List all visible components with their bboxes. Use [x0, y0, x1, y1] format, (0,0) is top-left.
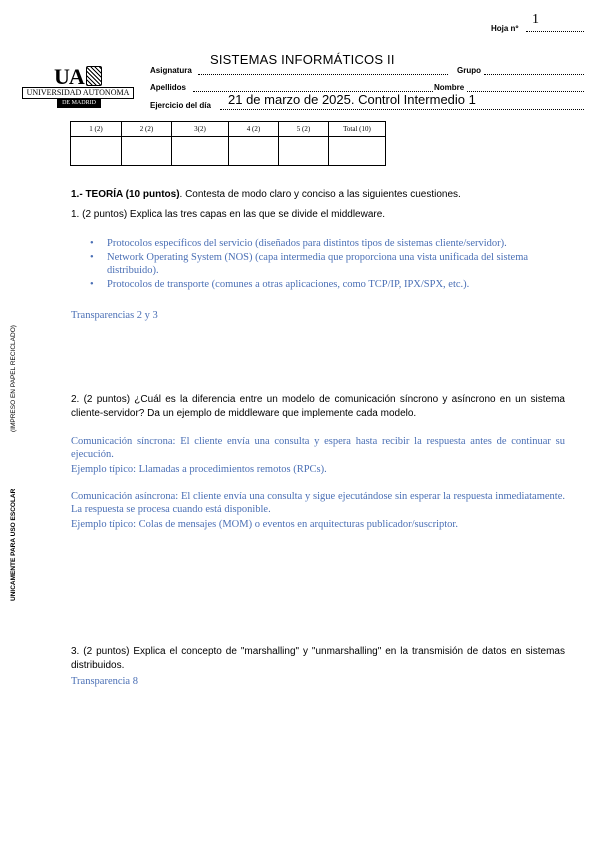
side-note-recycled: (IMPRESO EN PAPEL RECICLADO): [10, 325, 17, 432]
bullet-icon: •: [90, 279, 94, 290]
score-cell-4[interactable]: [229, 137, 279, 166]
sheet-number-line: [526, 31, 584, 32]
score-table-header-row: [71, 122, 386, 137]
nombre-label: Nombre: [434, 83, 465, 92]
answer-1-item: [90, 278, 540, 291]
side-note-school-use: UNICAMENTE PARA USO ESCOLAR: [10, 488, 17, 601]
sheet-number-label: Hoja nº: [491, 24, 519, 33]
bullet-icon: •: [90, 238, 94, 249]
score-header-5: 5 (2): [279, 122, 329, 137]
score-header-1: 1 (2): [71, 122, 122, 137]
subject-value: SISTEMAS INFORMÁTICOS II: [210, 52, 395, 67]
seal-icon: [86, 66, 102, 86]
answer-1-item: [90, 251, 540, 277]
score-header-2: 2 (2): [122, 122, 172, 137]
score-cell-3[interactable]: [172, 137, 229, 166]
score-header-4: 4 (2): [229, 122, 279, 137]
ejercicio-label: Ejercicio del día: [150, 101, 211, 110]
exam-date-value: 21 de marzo de 2025. Control Intermedio 1: [228, 92, 476, 107]
answer-2-sync: Comunicación síncrona: El cliente envía una consulta y espera hasta recibir la respuesta antes de continuar su ejecución.: [71, 436, 565, 460]
answer-1-item: [90, 237, 540, 250]
score-header-total: Total (10): [329, 122, 386, 137]
nombre-field[interactable]: [467, 91, 584, 92]
answer-2-async: Comunicación asíncrona: El cliente envía una consulta y sigue ejecutándose sin esperar la respuesta inmediatamente. La respuesta se procesa cuando está disponible.: [71, 491, 565, 515]
asignatura-label: Asignatura: [150, 66, 192, 75]
question-3: 3. (2 puntos) Explica el concepto de "marshalling" y "unmarshalling" en la transmisión de datos en sistemas distribuidos.: [71, 646, 565, 671]
section-title-bold: 1.- TEORÍA (10 puntos): [71, 189, 180, 200]
score-cell-2[interactable]: [122, 137, 172, 166]
answer-1-item-text: Protocolos específicos del servicio (diseñados para distintos tipos de sistemas cliente/servidor).: [107, 238, 507, 249]
question-1: 1. (2 puntos) Explica las tres capas en las que se divide el middleware.: [71, 209, 386, 220]
grupo-label: Grupo: [457, 66, 481, 75]
score-cell-5[interactable]: [279, 137, 329, 166]
answer-3-reference: Transparencia 8: [71, 676, 138, 687]
answer-1-reference: Transparencias 2 y 3: [71, 310, 158, 321]
grupo-field[interactable]: [484, 74, 584, 75]
answer-2-async-example: Ejemplo típico: Colas de mensajes (MOM) o eventos en arquitecturas publicador/suscriptor.: [71, 519, 458, 530]
score-cell-1[interactable]: [71, 137, 122, 166]
section-title-rest: . Contesta de modo claro y conciso a las siguientes cuestiones.: [179, 189, 461, 200]
answer-1-item-text: Network Operating System (NOS) (capa intermedia que proporciona una vista unificada del sistema distribuido).: [107, 252, 529, 276]
apellidos-label: Apellidos: [150, 83, 187, 92]
logo-initials: UA: [54, 64, 84, 89]
sheet-number: 1: [532, 12, 539, 27]
answer-2-sync-example: Ejemplo típico: Llamadas a procedimientos remotos (RPCs).: [71, 464, 327, 475]
question-2: 2. (2 puntos) ¿Cuál es la diferencia entre un modelo de comunicación síncrono y asíncrono en un sistema cliente-servidor? Da un ejemplo de middleware que implemente cada modelo.: [71, 394, 565, 419]
ejercicio-field[interactable]: [220, 109, 584, 110]
section-title: [71, 188, 565, 202]
asignatura-field[interactable]: [198, 74, 448, 75]
answer-1-item-text: Protocolos de transporte (comunes a otras aplicaciones, como TCP/IP, IPX/SPX, etc.).: [107, 279, 470, 290]
bullet-icon: •: [90, 252, 94, 263]
answer-1-list: [90, 237, 540, 292]
university-logo: [22, 66, 134, 110]
score-table-value-row: [71, 137, 386, 166]
logo-city: DE MADRID: [57, 99, 101, 108]
score-header-3: 3(2): [172, 122, 229, 137]
logo-university-name: UNIVERSIDAD AUTONOMA: [22, 87, 134, 99]
score-table: [70, 121, 386, 166]
score-cell-total[interactable]: [329, 137, 386, 166]
